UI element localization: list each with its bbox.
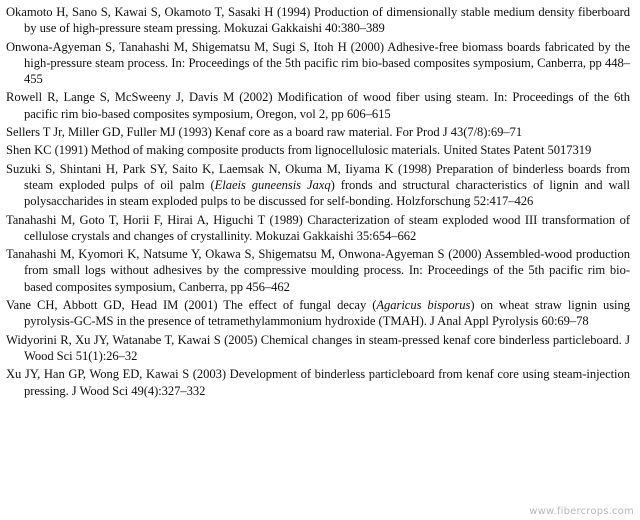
reference-text-pre: Suzuki S, Shintani H, Park SY, Saito K, Laemsak N, Okuma M, Iiyama K (1998) Preparation of binderless boards from steam exploded pulps of oil palm ( (6, 161, 630, 192)
reference-text: Shen KC (1991) Method of making composite products from lignocellulosic materials. United States Patent 5017319 (6, 143, 592, 158)
reference-entry-suzuki-1998 (6, 161, 630, 210)
species-name-italic: Elaeis guneensis Jaxq (214, 177, 331, 192)
reference-text: Sellers T Jr, Miller GD, Fuller MJ (1993) Kenaf core as a board raw material. For Prod J 43(7/8):69–71 (6, 125, 523, 140)
reference-text-pre: Vane CH, Abbott GD, Head IM (2001) The effect of fungal decay ( (6, 298, 377, 313)
watermark: www.fibercrops.com (529, 506, 634, 517)
reference-entry-widyorini-2005 (6, 332, 630, 365)
reference-entry-sellers-1993 (6, 124, 630, 140)
reference-entry-onwona-agyeman-2000 (6, 39, 630, 88)
species-name-italic: Agaricus bisporus (376, 298, 471, 313)
reference-list (6, 4, 630, 401)
reference-entry-tanahashi-2000 (6, 246, 630, 295)
reference-entry-okamoto-1994 (6, 4, 630, 37)
reference-text: Tanahashi M, Goto T, Horii F, Hirai A, Higuchi T (1989) Characterization of steam exploded wood III transformation of cellulose crystals and changes of crystallinity. Mokuzai Gakkaishi 35:654–662 (6, 212, 630, 243)
reference-entry-xu-2003 (6, 366, 630, 399)
reference-entry-shen-1991 (6, 142, 630, 158)
reference-text: Widyorini R, Xu JY, Watanabe T, Kawai S (2005) Chemical changes in steam-pressed kenaf core binderless particleboard. J Wood Sci 51(1):26–32 (6, 332, 630, 363)
reference-entry-rowell-2002 (6, 89, 630, 122)
reference-text: Rowell R, Lange S, McSweeny J, Davis M (2002) Modification of wood fiber using steam. In: Proceedings of the 6th pacific rim bio-based composites symposium, Oregon, vol 2, pp 606–615 (6, 90, 630, 121)
reference-text-post: ) on wheat straw lignin using pyrolysis-GC-MS in the presence of tetramethylammonium hydroxide (TMAH). J Anal Appl Pyrolysis 60:69–78 (24, 298, 630, 329)
reference-text-post: ) fronds and structural characteristics of lignin and wall polysaccharides in steam exploded pulps to be discussed for self-bonding. Holzforschung 52:417–426 (24, 177, 630, 209)
reference-text: Okamoto H, Sano S, Kawai S, Okamoto T, Sasaki H (1994) Production of dimensionally stable medium density fiberboard by use of high-pressure steam pressing. Mokuzai Gakkaishi 40:380–389 (6, 5, 630, 36)
reference-entry-vane-2001 (6, 297, 630, 330)
reference-text: Onwona-Agyeman S, Tanahashi M, Shigematsu M, Sugi S, Itoh H (2000) Adhesive-free biomass boards fabricated by the high-pressure steam process. In: Proceedings of the 5th pacific rim bio-based composites symposium, Canberra, pp 448–455 (6, 39, 630, 87)
reference-text: Tanahashi M, Kyomori K, Natsume Y, Okawa S, Shigematsu M, Onwona-Agyeman S (2000) Assembled-wood production from small logs without adhesives by the compressive moulding process. In: Proceedings of the 5th pacific rim bio-based composites symposium, Canberra, pp 456–462 (6, 247, 630, 294)
reference-text: Xu JY, Han GP, Wong ED, Kawai S (2003) Development of binderless particleboard from kenaf core using steam-injection pressing. J Wood Sci 49(4):327–332 (6, 367, 630, 398)
reference-entry-tanahashi-1989 (6, 212, 630, 245)
